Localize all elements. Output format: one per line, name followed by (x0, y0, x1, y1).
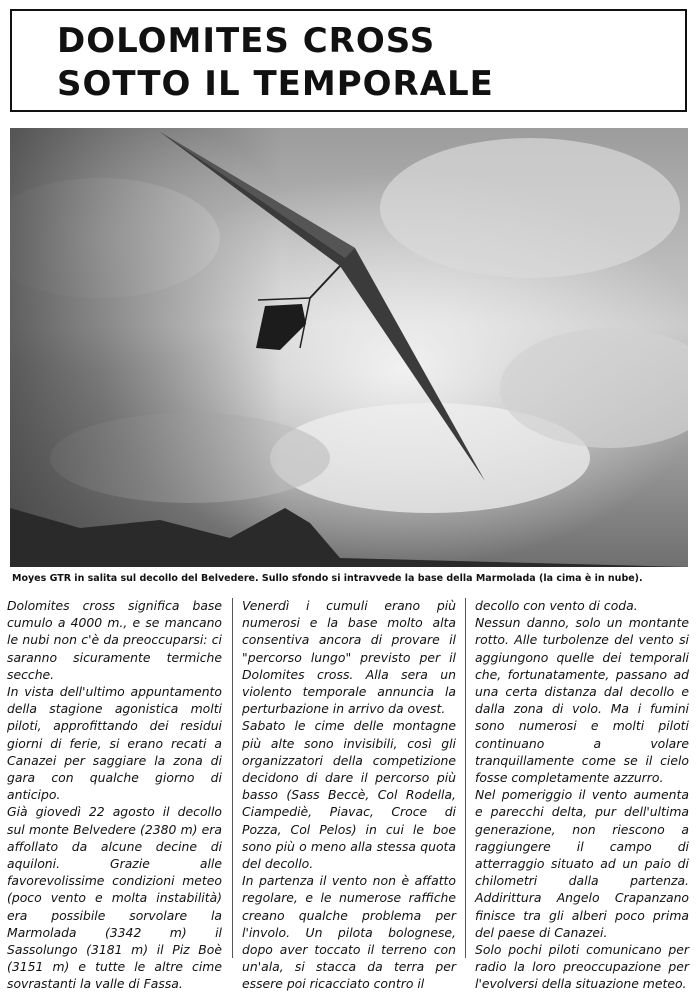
title-box (10, 9, 687, 112)
paragraph: Nel pomeriggio il vento aumenta e parecchi delta, pur dell'ultima generazione, non riescono a raggiungere il campo di atterraggio situato ad un paio di chilometri dalla partenza. Addirittura Angelo Crapanzano finisce tra gli alberi poco prima del paese di Canazei. (475, 787, 689, 940)
photo-caption: Moyes GTR in salita sul decollo del Belvedere. Sullo sfondo si intravvede la base della Marmolada (la cima è in nube). (12, 573, 643, 584)
paragraph: Sabato le cime delle montagne più alte sono invisibili, così gli organizzatori della competizione decidono di dare il percorso più basso (Sass Beccè, Col Rodella, Ciampediè, Piavac, Croce di Pozza, Col Pelos) in cui le boe sono più o meno alla stessa quota del decollo. (242, 718, 456, 872)
paragraph: Dolomites cross significa base cumulo a 4000 m., e se mancano le nubi non c'è da preoccuparsi: ci saranno sicuramente termiche secche. (7, 598, 222, 682)
paragraph: Nessun danno, solo un montante rotto. Alle turbolenze del vento si aggiungono quelle dei temporali che, fortunatamente, passano ad una certa distanza dal decollo e dalla zona di volo. Ma i fumini sono numerosi e molti piloti continuano a volare tranquillamente come se il cielo fosse completamente azzurro. (475, 615, 689, 786)
article-column-3 (475, 597, 689, 993)
paragraph: Solo pochi piloti comunicano per radio la loro preoccupazione per l'evolversi della situazione meteo. (475, 942, 689, 992)
paragraph: In partenza il vento non è affatto regolare, e le numerose raffiche creano qualche problema per l'involo. Un pilota bolognese, dopo aver toccato il terreno con un'ala, si stacca da terra per essere poi ricacciato contro il (242, 873, 456, 992)
headline-line-1: DOLOMITES CROSS (57, 21, 436, 61)
paragraph: Già giovedì 22 agosto il decollo sul monte Belvedere (2380 m) era affollato da alcune decine di aquiloni. Grazie alle favorevolissime condizioni meteo (poco vento e molta instabilità) era possibile sorvolare la Marmolada (3342 m) il Sassolungo (3181 m) il Piz Boè (3151 m) e tutte le altre cime sovrastanti la valle di Fassa. (7, 804, 222, 992)
column-divider-2 (465, 598, 466, 958)
paragraph: Venerdì i cumuli erano più numerosi e la base molto alta consentiva ancora di provare il "percorso lungo" previsto per il Dolomites cross. Alla sera un violento temporale annuncia la perturbazione in arrivo da ovest. (242, 598, 456, 717)
paragraph: In vista dell'ultimo appuntamento della stagione agonistica molti piloti, approfittando dei residui giorni di ferie, si erano recati a Canazei per saggiare la zona di gara con qualche giorno di anticipo. (7, 684, 222, 803)
article-column-2 (242, 597, 456, 993)
column-divider-1 (232, 598, 233, 958)
hang-glider-photo (10, 128, 688, 567)
paragraph: decollo con vento di coda. (475, 598, 638, 613)
article-column-1 (7, 597, 222, 993)
headline-line-2: SOTTO IL TEMPORALE (57, 64, 494, 104)
